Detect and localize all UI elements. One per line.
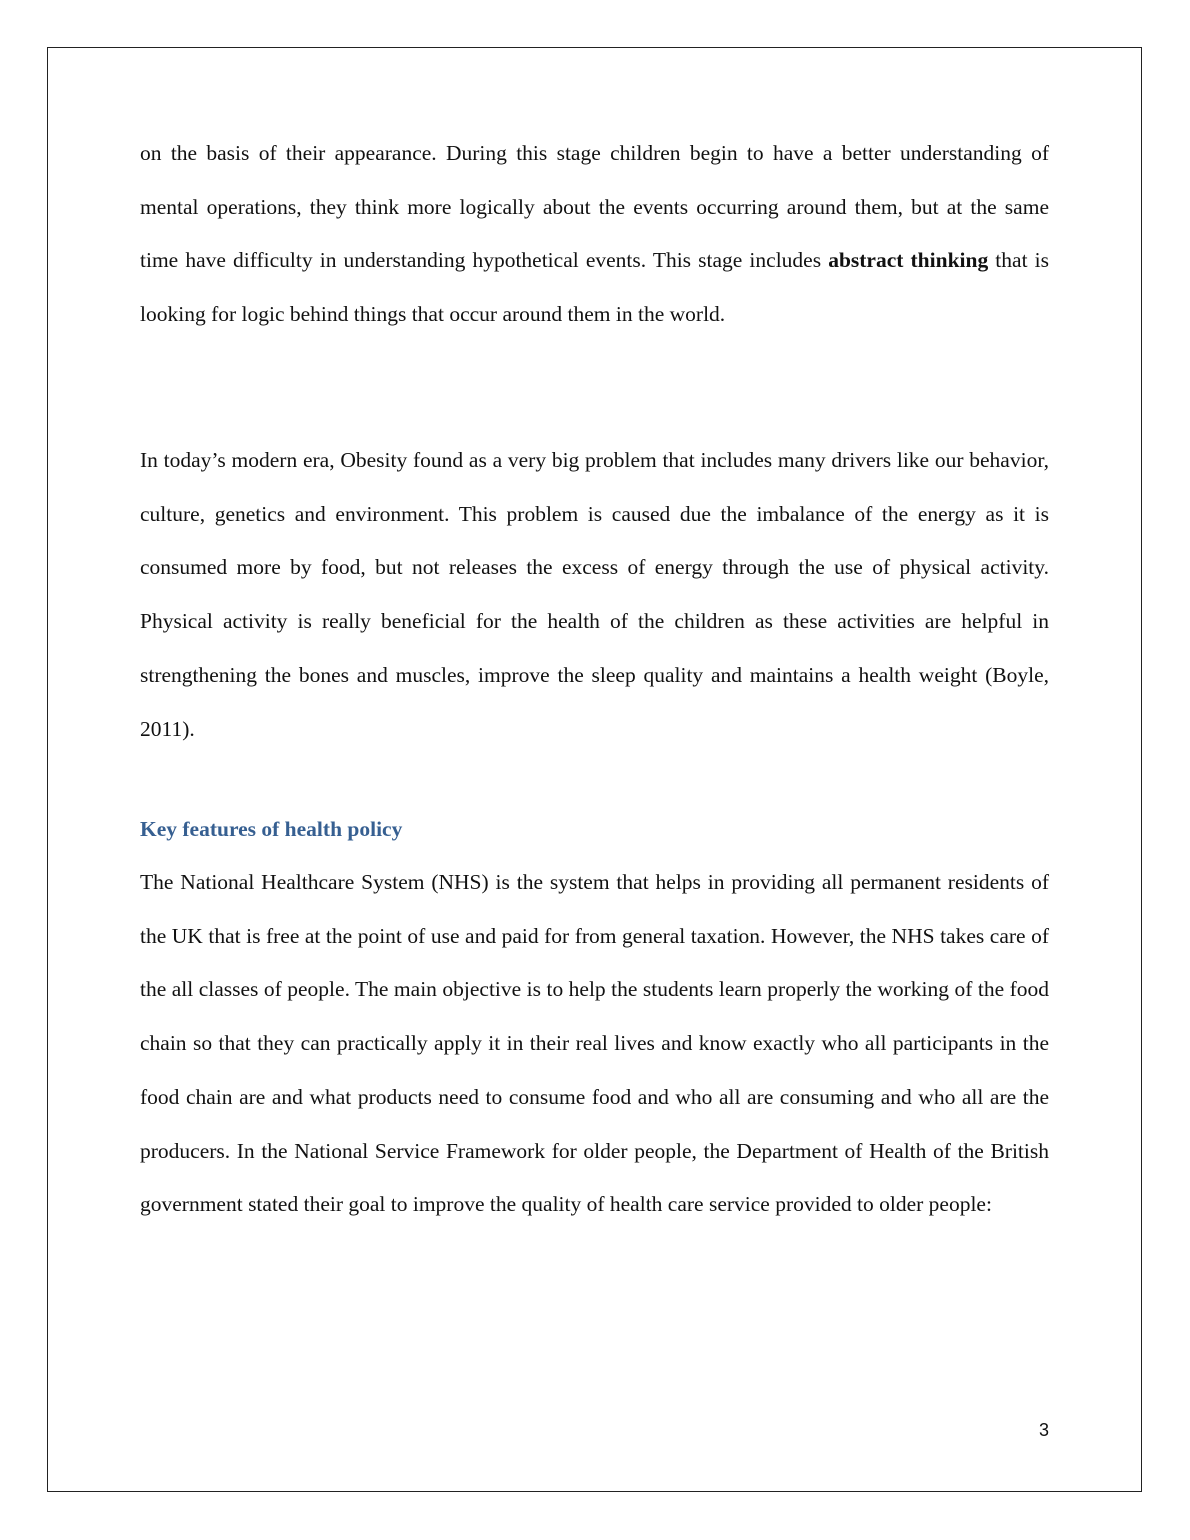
- paragraph-1-text-start: on the basis of their appearance. During this stage children begin to have a better understanding of mental operations, they think more logically about the events occurring around them, but at the same time have difficulty in understanding hypothetical events. This stage includes: [140, 141, 1049, 273]
- paragraph-1-text-end: that is looking for logic behind things that occur around them in the world.: [140, 248, 1049, 327]
- section-heading: Key features of health policy: [140, 817, 403, 841]
- body-paragraph-3: The National Healthcare System (NHS) is the system that helps in providing all permanent residents of the UK that is free at the point of use and paid for from general taxation. However, the NHS takes care of the all classes of people. The main objective is to help the students learn properly the working of the food chain so that they can practically apply it in their real lives and know exactly who all participants in the food chain are and what products need to consume food and who all are consuming and who all are the producers. In the National Service Framework for older people, the Department of Health of the British government stated their goal to improve the quality of health care service provided to older people:: [140, 870, 1049, 1217]
- body-paragraph-1: [140, 127, 1049, 342]
- body-paragraph-2: In today’s modern era, Obesity found as a very big problem that includes many drivers like our behavior, culture, genetics and environment. This problem is caused due the imbalance of the energy as it is consumed more by food, but not releases the excess of energy through the use of physical activity. Physical activity is really beneficial for the health of the children as these activities are helpful in strengthening the bones and muscles, improve the sleep quality and maintains a health weight (Boyle, 2011).: [140, 448, 1049, 741]
- page-number: 3: [1038, 1420, 1049, 1440]
- paragraph-1-bold-term: abstract thinking: [828, 248, 989, 273]
